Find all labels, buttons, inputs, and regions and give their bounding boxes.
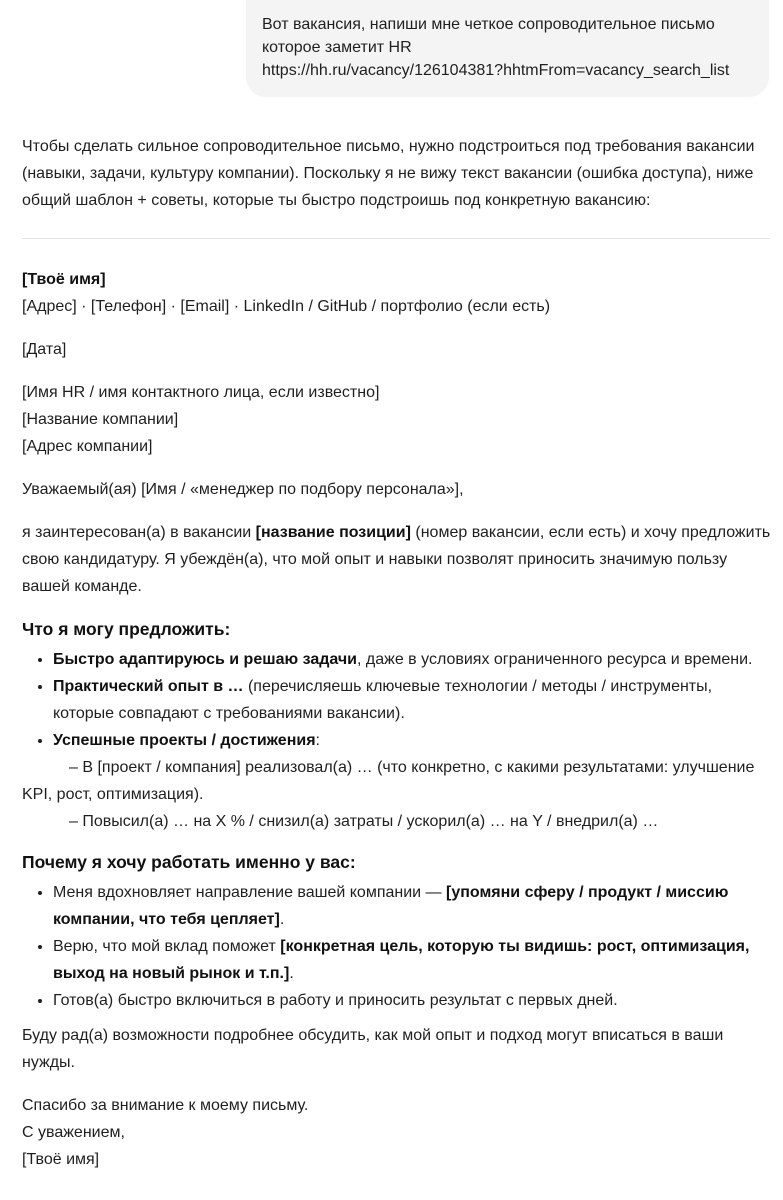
section-title-why: Почему я хочу работать именно у вас: xyxy=(22,852,356,872)
recipient-block xyxy=(22,379,772,460)
list-item: • Меня вдохновляет направление вашей компании — [упомяни сферу / продукт / миссию компании, что тебя цепляет]. xyxy=(53,879,772,933)
sub-item: – Повысил(а) … на X % / снизил(а) затраты / ускорил(а) … на Y / внедрил(а) … xyxy=(69,813,659,830)
greeting: Уважаемый(ая) [Имя / «менеджер по подбору персонала»], xyxy=(22,481,464,498)
closing-paragraph: Буду рад(а) возможности подробнее обсудить, как мой опыт и подход могут вписаться в ваши нужды. xyxy=(22,1027,724,1071)
assistant-reply xyxy=(22,133,772,1173)
divider xyxy=(22,238,770,239)
letter-date: [Дата] xyxy=(22,341,67,358)
sender-contacts: [Адрес] · [Телефон] · [Email] · LinkedIn / GitHub / портфолио (если есть) xyxy=(22,298,551,315)
user-message-bubble xyxy=(246,0,769,97)
vacancy-link[interactable]: https://hh.ru/vacancy/126104381?hhtmFrom=vacancy_search_list xyxy=(262,62,730,79)
company-address: [Адрес компании] xyxy=(22,438,153,455)
sender-name: [Твоё имя] xyxy=(22,271,106,288)
regards-line: С уважением, xyxy=(22,1124,125,1141)
company-name: [Название компании] xyxy=(22,411,179,428)
thanks-line: Спасибо за внимание к моему письму. xyxy=(22,1097,309,1114)
sub-item: – В [проект / компания] реализовал(а) … (что конкретно, с какими результатами: улучшение xyxy=(69,759,755,776)
list-item: • Готов(а) быстро включиться в работу и приносить результат с первых дней. xyxy=(53,987,772,1014)
recipient-name: [Имя HR / имя контактного лица, если известно] xyxy=(22,384,380,401)
user-message-line: которое заметит HR xyxy=(262,39,412,56)
user-message-line: Вот вакансия, напиши мне четкое сопроводительное письмо xyxy=(262,16,715,33)
sub-item-continuation: KPI, рост, оптимизация). xyxy=(22,786,204,803)
opening-paragraph: я заинтересован(а) в вакансии [название позиции] (номер вакансии, если есть) и хочу предложить свою кандидатуру. Я убеждён(а), что мой опыт и навыки позволят приносить значимую пользу вашей команде. xyxy=(22,524,771,595)
list-item: • Успешные проекты / достижения: – В [проект / компания] реализовал(а) … (что конкретно, с какими результатами: улучшение KPI, рост, оптимизация). – Повысил(а) … на X % / снизил(а) затраты / ускорил(а) … на Y / внедрил(а) … xyxy=(53,727,772,835)
offer-list xyxy=(22,646,772,835)
intro-paragraph: Чтобы сделать сильное сопроводительное письмо, нужно подстроиться под требования вакансии (навыки, задачи, культуру компании). Поскольку я не вижу текст вакансии (ошибка доступа), ниже общий шаблон + советы, которые ты быстро подстроишь под конкретную вакансию: xyxy=(22,138,755,209)
why-list xyxy=(22,879,772,1014)
section-title-offer: Что я могу предложить: xyxy=(22,619,231,639)
signoff xyxy=(22,1092,772,1173)
letter-header xyxy=(22,266,772,320)
list-item: • Быстро адаптируюсь и решаю задачи, даже в условиях ограниченного ресурса и времени. xyxy=(53,646,772,673)
signature-name: [Твоё имя] xyxy=(22,1151,100,1168)
list-item: • Практический опыт в … (перечисляешь ключевые технологии / методы / инструменты, которые совпадают с требованиями вакансии). xyxy=(53,673,772,727)
list-item: • Верю, что мой вклад поможет [конкретная цель, которую ты видишь: рост, оптимизация, выход на новый рынок и т.п.]. xyxy=(53,933,772,987)
